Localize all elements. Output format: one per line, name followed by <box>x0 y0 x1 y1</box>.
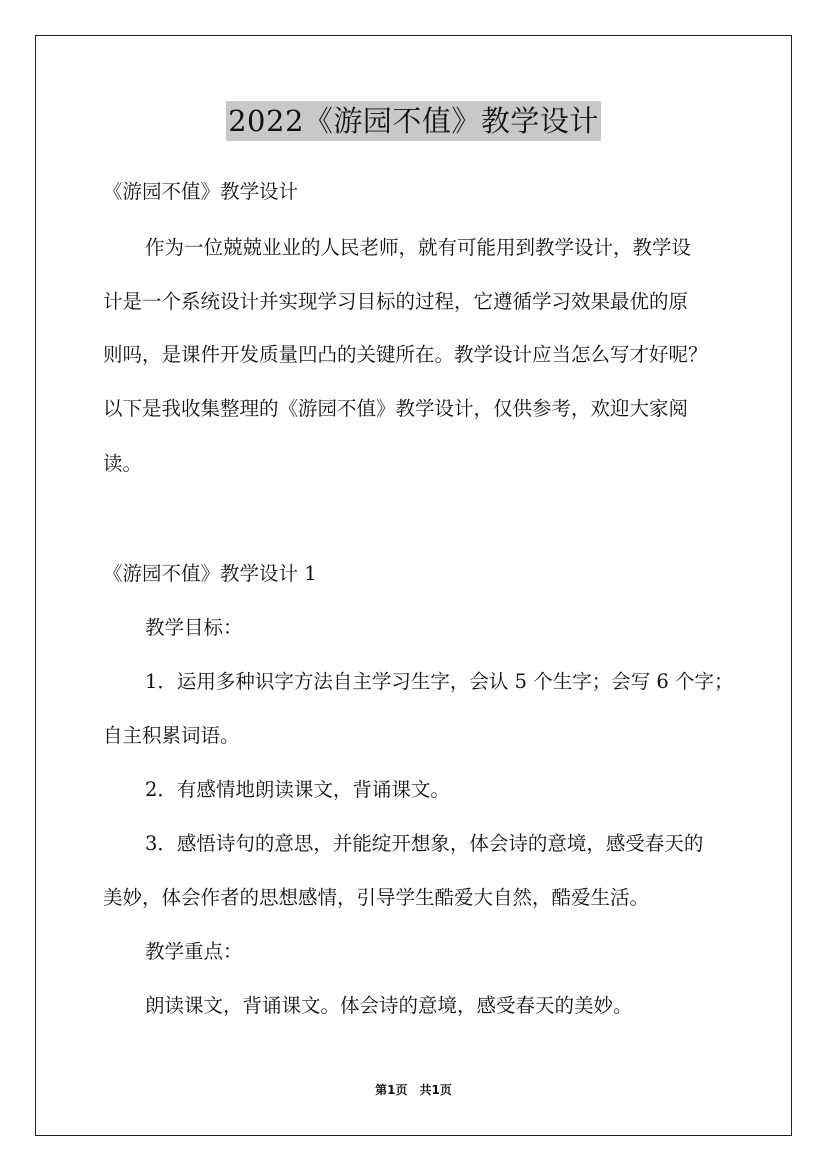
page-number-current: 第1页 <box>375 1083 408 1097</box>
title-container <box>0 101 827 141</box>
objective-2: 2．有感情地朗读课文，背诵课文。 <box>145 778 450 801</box>
intro-line-4: 以下是我收集整理的《游园不值》教学设计，仅供参考，欢迎大家阅 <box>103 397 689 420</box>
objective-1-line-2: 自主积累词语。 <box>103 724 240 747</box>
objective-1-line-1: 1．运用多种识字方法自主学习生字，会认 5 个生字；会写 6 个字； <box>145 670 734 693</box>
objective-3-line-2: 美妙，体会作者的思想感情，引导学生酷爱大自然，酷爱生活。 <box>103 886 650 909</box>
objectives-label: 教学目标： <box>145 616 243 639</box>
key-points-label: 教学重点： <box>145 940 243 963</box>
objective-3-line-1: 3．感悟诗句的意思，并能绽开想象，体会诗的意境，感受春天的 <box>145 832 704 855</box>
intro-line-1: 作为一位兢兢业业的人民老师，就有可能用到教学设计，教学设 <box>145 236 692 259</box>
intro-line-3: 则吗，是课件开发质量凹凸的关键所在。教学设计应当怎么写才好呢？ <box>103 343 708 366</box>
page-footer <box>0 1082 827 1098</box>
document-title: 2022《游园不值》教学设计 <box>226 101 601 141</box>
intro-line-5: 读。 <box>103 452 143 475</box>
key-points-text: 朗读课文，背诵课文。体会诗的意境，感受春天的美妙。 <box>145 994 633 1017</box>
page-number-total: 共1页 <box>419 1083 452 1097</box>
intro-line-2: 计是一个系统设计并实现学习目标的过程，它遵循学习效果最优的原 <box>103 290 689 313</box>
document-subtitle: 《游园不值》教学设计 <box>103 180 299 203</box>
section-heading: 《游园不值》教学设计 1 <box>103 562 317 585</box>
